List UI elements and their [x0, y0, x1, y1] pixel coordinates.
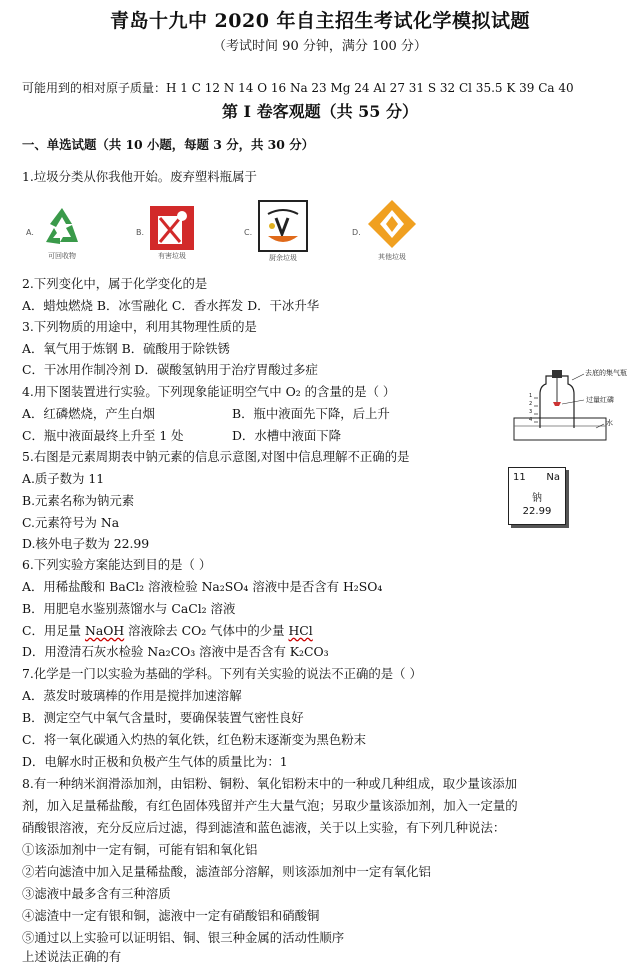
q4-option-d: D．水槽中液面下降 [232, 428, 342, 443]
q5-option-d: D.核外电子数为 22.99 [22, 536, 150, 551]
exam-subtitle: （考试时间 90 分钟，满分 100 分） [213, 39, 427, 54]
q4-mark-1: 1 [529, 393, 533, 399]
q6-option-c-mid: 溶液除去 CO₂ 气体中的少量 [124, 623, 289, 638]
element-mass: 22.99 [522, 506, 552, 517]
q3-options-line1: A．氧气用于炼钢 B．硫酸用于除铁锈 [22, 341, 230, 356]
q4-label-water: 水 [606, 419, 613, 427]
q7-option-b: B．测定空气中氧气含量时，要确保装置气密性良好 [22, 710, 304, 725]
q8-statement-3: ③滤液中最多含有三种溶质 [22, 886, 171, 901]
q4-mark-2: 2 [529, 401, 533, 407]
section-title: 第 I 卷客观题（共 55 分） [221, 102, 419, 121]
q4-option-a: A．红磷燃烧，产生白烟 [22, 406, 155, 421]
q4-option-b: B．瓶中液面先下降，后上升 [232, 406, 390, 421]
q7-option-a: A．蒸发时玻璃棒的作用是搅拌加速溶解 [22, 688, 242, 703]
q8-statement-5: ⑤通过以上实验可以证明铝、铜、银三种金属的活动性顺序 [22, 930, 345, 945]
q3-stem: 3.下列物质的用途中，利用其物理性质的是 [22, 319, 257, 334]
q2-options: A．蜡烛燃烧 B．冰雪融化 C．香水挥发 D．干冰升华 [22, 298, 320, 313]
q1-option-d-letter: D. [352, 228, 361, 237]
q7-option-c: C．将一氧化碳通入灼热的氧化铁，红色粉末逐渐变为黑色粉末 [22, 732, 367, 747]
atomic-masses: 可能用到的相对原子质量：H 1 C 12 N 14 O 16 Na 23 Mg 24 Al 27 31 S 32 Cl 35.5 K 39 Ca 40 [22, 81, 574, 95]
q8-stem-line3: 硝酸银溶液，充分反应后过滤，得到滤渣和蓝色滤液，关于以上实验，有下列几种说法： [22, 820, 506, 835]
q8-stem-line2: 剂，加入足量稀盐酸，有红色固体残留并产生大量气泡；另取少量该添加剂，加入一定量的 [22, 798, 518, 813]
q1-option-b-caption: 有害垃圾 [158, 252, 186, 260]
q6-option-c-pre: C．用足量 [22, 623, 85, 638]
recycle-icon [38, 204, 86, 252]
q6-option-d: D．用澄清石灰水检验 Na₂CO₃ 溶液中是否含有 K₂CO₃ [22, 644, 329, 659]
q4-mark-3: 3 [529, 409, 533, 415]
q6-stem: 6.下列实验方案能达到目的是（ ） [22, 557, 212, 572]
sodium-element-card [508, 467, 566, 525]
q4-label-phosphorus: 过量红磷 [586, 396, 614, 404]
element-name: 钠 [532, 493, 542, 504]
q1-option-a-caption: 可回收物 [48, 252, 76, 260]
kitchen-waste-icon [258, 200, 308, 252]
q5-option-a: A.质子数为 11 [22, 471, 105, 486]
q6-option-a: A．用稀盐酸和 BaCl₂ 溶液检验 Na₂SO₄ 溶液中是否含有 H₂SO₄ [22, 579, 383, 594]
q4-option-c: C．瓶中液面最终上升至 1 处 [22, 428, 184, 443]
q8-stem-line1: 8.有一种纳米润滑添加剂，由铝粉、铜粉、氧化铝粉末中的一种或几种组成，取少量该添加 [22, 776, 518, 791]
page-title: 青岛十九中 2020 年自主招生考试化学模拟试题 [109, 10, 531, 32]
q5-stem: 5.右图是元素周期表中钠元素的信息示意图,对图中信息理解不正确的是 [22, 449, 410, 464]
part-heading: 一、单选试题（共 10 小题，每题 3 分，共 30 分） [22, 137, 315, 152]
q4-apparatus-figure [510, 362, 635, 444]
q1-option-a-letter: A. [26, 228, 34, 237]
q5-option-b: B.元素名称为钠元素 [22, 493, 135, 508]
q8-statement-1: ①该添加剂中一定有铜，可能有铝和氧化铝 [22, 842, 258, 857]
q4-label-bottle: 去底的集气瓶 [585, 369, 627, 377]
element-number: 11 [513, 472, 526, 483]
q6-option-c [22, 622, 626, 639]
q6-naoh: NaOH [84, 623, 125, 638]
q1-option-d-caption: 其他垃圾 [378, 253, 406, 261]
q7-stem: 7.化学是一门以实验为基础的学科。下列有关实验的说法不正确的是（ ） [22, 666, 422, 681]
q4-stem: 4.用下图装置进行实验。下列现象能证明空气中 O₂ 的含量的是（ ） [22, 384, 396, 399]
q4-mark-4: 4 [529, 417, 533, 423]
q1-stem: 1.垃圾分类从你我他开始。废弃塑料瓶属于 [22, 169, 257, 184]
q7-option-d: D．电解水时正极和负极产生气体的质量比为：1 [22, 754, 288, 769]
q6-hcl: HCl [288, 623, 313, 638]
q8-statement-2: ②若向滤渣中加入足量稀盐酸，滤渣部分溶解，则该添加剂中一定有氧化铝 [22, 864, 431, 879]
q1-option-c-caption: 厨余垃圾 [269, 254, 297, 262]
q6-option-b: B．用肥皂水鉴别蒸馏水与 CaCl₂ 溶液 [22, 601, 236, 616]
q3-options-line2: C．干冰用作制冷剂 D．碳酸氢钠用于治疗胃酸过多症 [22, 362, 318, 377]
q5-option-c: C.元素符号为 Na [22, 515, 120, 530]
q1-option-c-letter: C. [244, 228, 253, 237]
other-waste-icon [366, 198, 418, 250]
element-symbol: Na [546, 472, 560, 483]
hazardous-icon [148, 204, 196, 252]
q8-statement-4: ④滤渣中一定有银和铜，滤液中一定有硝酸铝和硝酸铜 [22, 908, 320, 923]
q1-option-b-letter: B. [136, 228, 145, 237]
q8-question-tail: 上述说法正确的有 [22, 949, 122, 964]
q2-stem: 2.下列变化中，属于化学变化的是 [22, 276, 208, 291]
